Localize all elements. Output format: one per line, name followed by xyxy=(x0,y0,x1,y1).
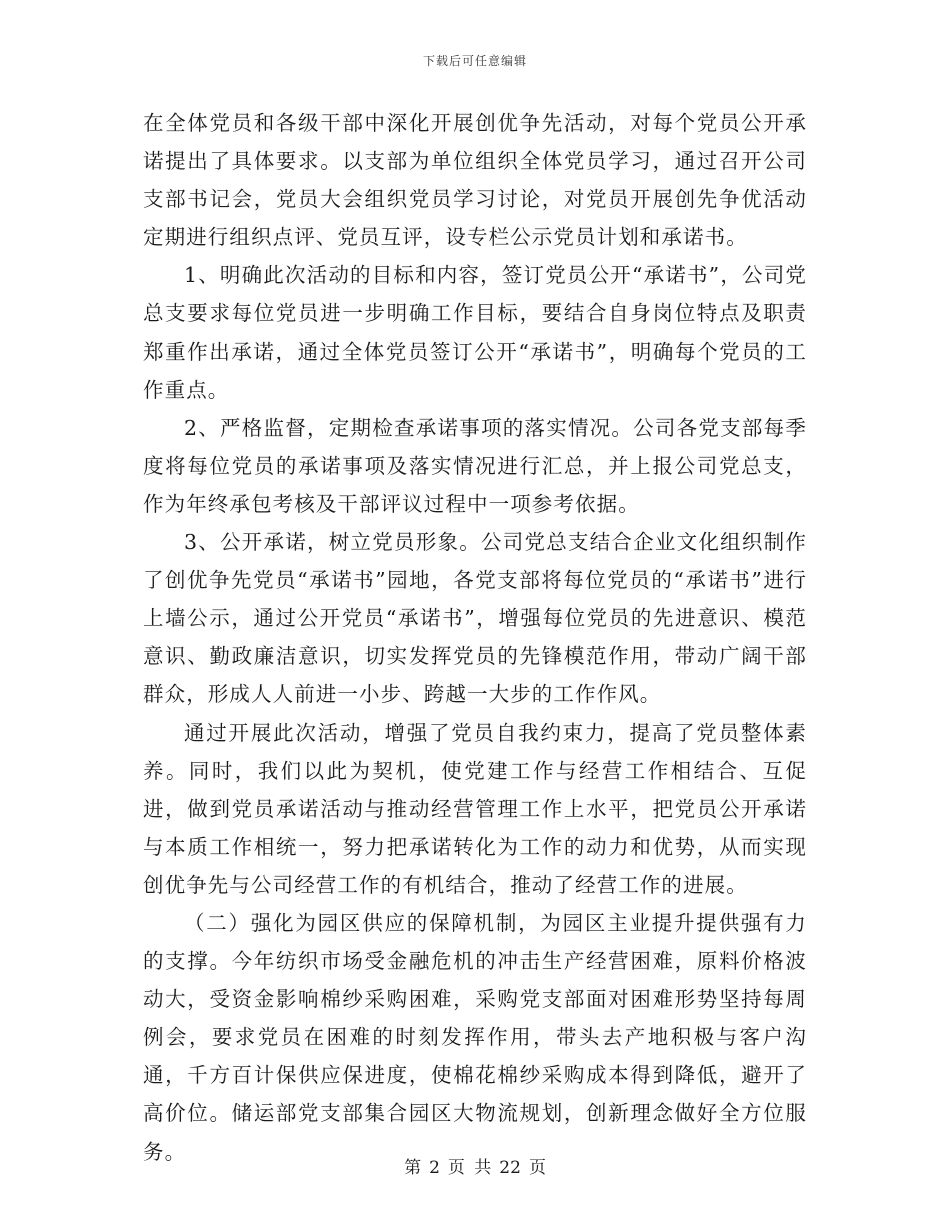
paragraph-1: 在全体党员和各级干部中深化开展创优争先活动，对每个党员公开承诺提出了具体要求。以支部为单位组织全体党员学习，通过召开公司支部书记会，党员大会组织党员学习讨论，对党员开展创先争优活动定期进行组织点评、党员互评，设专栏公示党员计划和承诺书。 xyxy=(143,111,807,250)
footer-current-page: 2 xyxy=(429,1158,440,1178)
document-body xyxy=(143,104,807,1171)
page-number-footer xyxy=(0,1153,950,1178)
paragraph-6: （二）强化为园区供应的保障机制，为园区主业提升提供强有力的支撑。今年纺织市场受金融危机的冲击生产经营困难，原料价格波动大，受资金影响棉纱采购困难，采购党支部面对困难形势坚持每周例会，要求党员在困难的时刻发挥作用，带头去产地积极与客户沟通，千方百计保供应保进度，使棉花棉纱采购成本得到降低，避开了高价位。储运部党支部集合园区大物流规划，创新理念做好全方位服务。 xyxy=(143,910,807,1164)
footer-middle: 页 共 xyxy=(447,1158,492,1178)
paragraph-4: 3、公开承诺，树立党员形象。公司党总支结合企业文化组织制作了创优争先党员“承诺书”园地，各党支部将每位党员的“承诺书”进行上墙公示，通过公开党员“承诺书”，增强每位党员的先进意识、模范意识、勤政廉洁意识，切实发挥党员的先锋模范作用，带动广阔干部群众，形成人人前进一小步、跨越一大步的工作作风。 xyxy=(143,530,807,707)
paragraph-3: 2、严格监督，定期检查承诺事项的落实情况。公司各党支部每季度将每位党员的承诺事项及落实情况进行汇总，并上报公司党总支，作为年终承包考核及干部评议过程中一项参考依据。 xyxy=(143,415,807,516)
paragraph-2: 1、明确此次活动的目标和内容，签订党员公开“承诺书”，公司党总支要求每位党员进一步明确工作目标，要结合自身岗位特点及职责郑重作出承诺，通过全体党员签订公开“承诺书”，明确每个党员的工作重点。 xyxy=(143,263,807,402)
header-note: 下载后可任意编辑 xyxy=(422,54,527,68)
footer-total-pages: 22 xyxy=(499,1158,521,1178)
footer-suffix: 页 xyxy=(528,1158,546,1178)
paragraph-5: 通过开展此次活动，增强了党员自我约束力，提高了党员整体素养。同时，我们以此为契机，使党建工作与经营工作相结合、互促进，做到党员承诺活动与推动经营管理工作上水平，把党员公开承诺与本质工作相统一，努力把承诺转化为工作的动力和优势，从而实现创优争先与公司经营工作的有机结合，推动了经营工作的进展。 xyxy=(143,720,807,897)
footer-prefix: 第 xyxy=(404,1158,422,1178)
